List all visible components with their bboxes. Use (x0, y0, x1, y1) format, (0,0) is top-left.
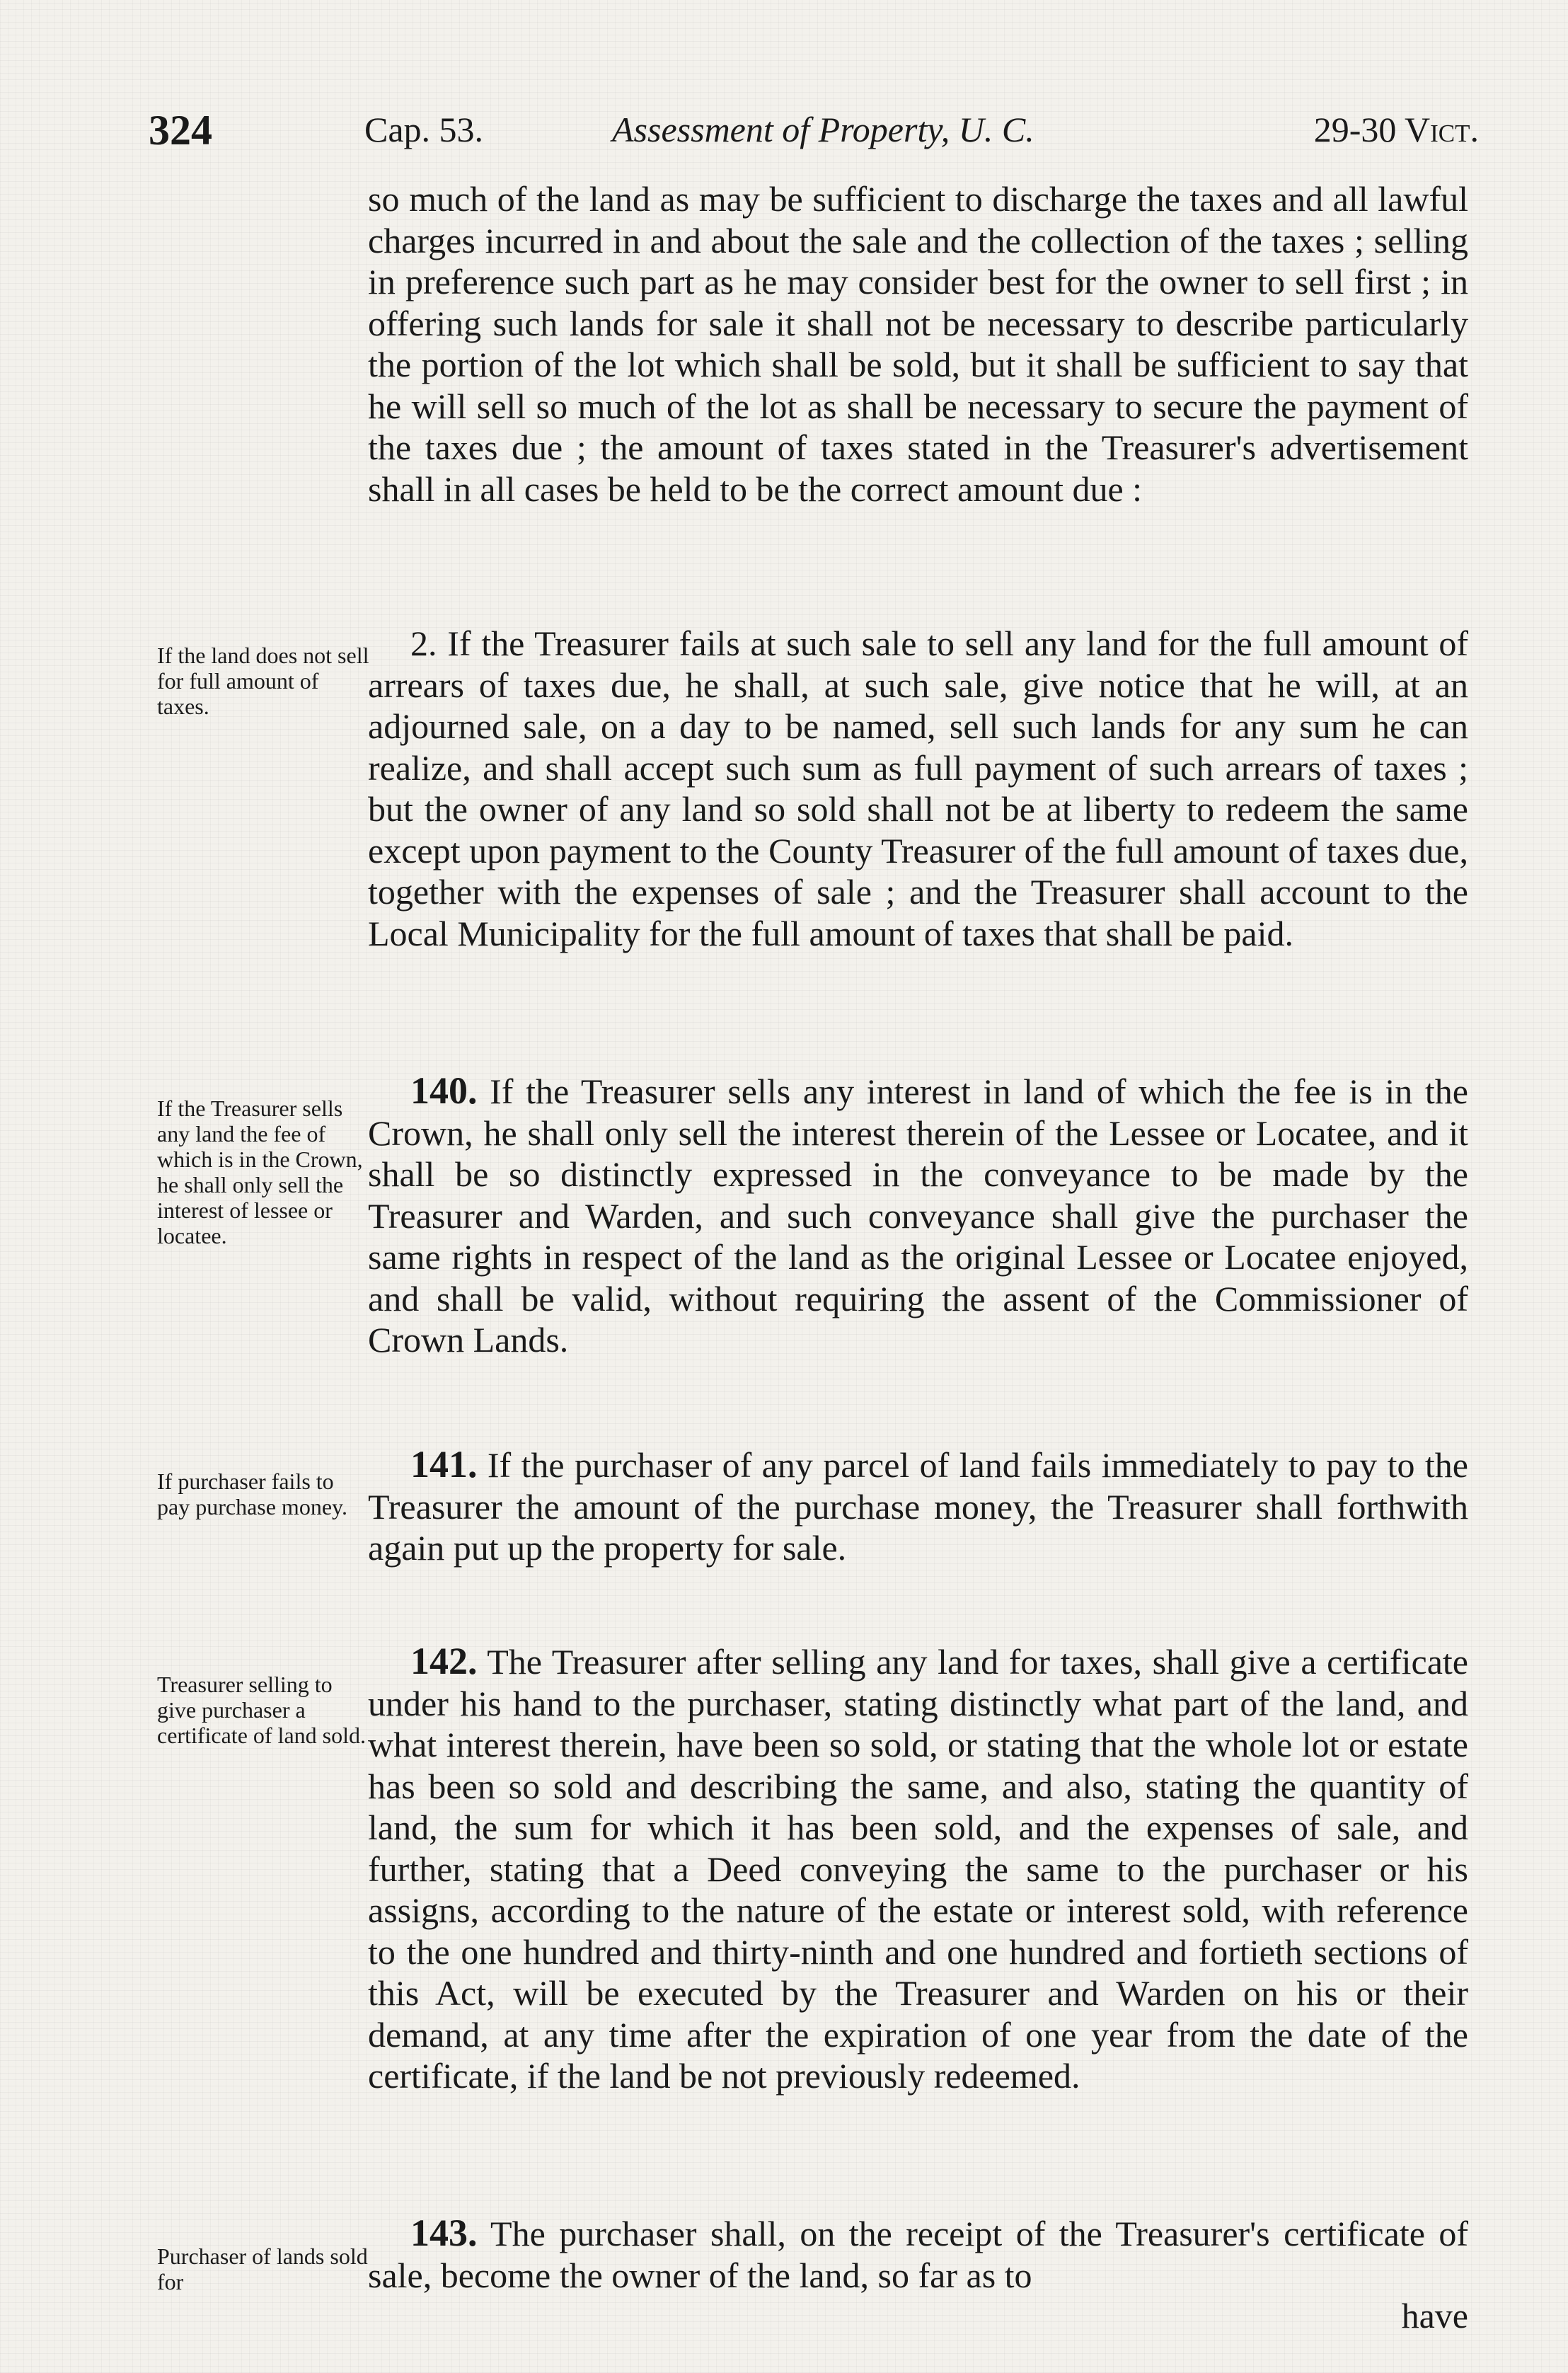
section-number: 141. (410, 1443, 478, 1486)
section-number: 142. (410, 1640, 478, 1682)
running-title: Assessment of Property, U. C. (612, 110, 1034, 149)
paragraph-text: so much of the land as may be sufficient to discharge the taxes and all lawful charges incurred in and about the sale and the collection of the taxes ; selling in preference such part as he may consider best for the owner to sell first ; in offering such lands for sale it shall not be necessary to describe particularly the portion of the lot which shall be sold, but it shall be sufficient to say that he will sell so much of the lot as shall be necessary to secure the payment of the taxes due ; the amount of taxes stated in the Treasurer's advertisement shall in all cases be held to be the correct amount due : (368, 179, 1468, 509)
paragraph-text: If the purchaser of any parcel of land fails immediately to pay to the Treasurer the amount of the purchase money, the Treasurer shall forthwith again put up the property for sale. (368, 1445, 1468, 1568)
running-header (149, 106, 1479, 163)
paragraph-section-143 (368, 2212, 1468, 2296)
section-number: 140. (410, 1069, 478, 1112)
chapter-label: Cap. 53. (364, 110, 484, 149)
margin-note-142: Treasurer selling to give purchaser a certificate of land sold. (157, 1672, 366, 1748)
margin-note-sub2: If the land does not sell for full amount of taxes. (157, 643, 369, 719)
margin-note-141: If purchaser fails to pay purchase money. (157, 1469, 347, 1519)
catchword: have (1401, 2296, 1468, 2335)
paragraph-section-141 (368, 1444, 1468, 1569)
section-number: 143. (410, 2212, 478, 2254)
paragraph-text: If the Treasurer sells any interest in land of which the fee is in the Crown, he shall only sell the interest therein of the Lessee or Locatee, and it shall be so distinctly expressed in the conveyance to be made by the Treasurer and Warden, and such conveyance shall give the purchaser the same rights in respect of the land as the original Lessee or Locatee enjoyed, and shall be valid, without requiring the assent of the Commissioner of Crown Lands. (368, 1071, 1468, 1360)
paragraph-text: If the Treasurer fails at such sale to sell any land for the full amount of arrears of taxes due, he shall, at such sale, give notice that he will, at an adjourned sale, on a day to be named, sell such lands for any sum he can realize, and shall accept such sum as full payment of such arrears of taxes ; but the owner of any land so sold shall not be at liberty to redeem the same except upon payment to the County Treasurer of the full amount of taxes due, together with the expenses of sale ; and the Treasurer shall account to the Local Municipality for the full amount of taxes that shall be paid. (368, 624, 1468, 953)
paragraph-section-142 (368, 1641, 1468, 2097)
paragraph-subsection-2 (368, 623, 1468, 954)
session-label: 29-30 Vict. (1313, 110, 1479, 149)
margin-note-140: If the Treasurer sells any land the fee of which is in the Crown, he shall only sell the interest of lessee or locatee. (157, 1096, 363, 1248)
page-number: 324 (149, 107, 212, 154)
paragraph-text: The Treasurer after selling any land for taxes, shall give a certificate under his hand to the purchaser, stating distinctly what part of the land, and what interest therein, have been so sold, or stating that the whole lot or estate has been so sold and describing the same, and also, stating the quantity of land, the sum for which it has been sold, and the expenses of sale, and further, stating that a Deed conveying the same to the purchaser or his assigns, according to the nature of the estate or interest sold, with reference to the one hundred and thirty-ninth and one hundred and fortieth sections of this Act, will be executed by the Treasurer and Warden on his or their demand, at any time after the expiration of one year from the date of the certificate, if the land be not previously redeemed. (368, 1642, 1468, 2096)
margin-note-143: Purchaser of lands sold for (157, 2243, 368, 2294)
subsection-number: 2. (410, 624, 437, 663)
paragraph-section-140 (368, 1070, 1468, 1361)
paragraph-continuation (368, 178, 1468, 510)
paragraph-text: The purchaser shall, on the receipt of the Treasurer's certificate of sale, become the owner of the land, so far as to (368, 2214, 1468, 2295)
